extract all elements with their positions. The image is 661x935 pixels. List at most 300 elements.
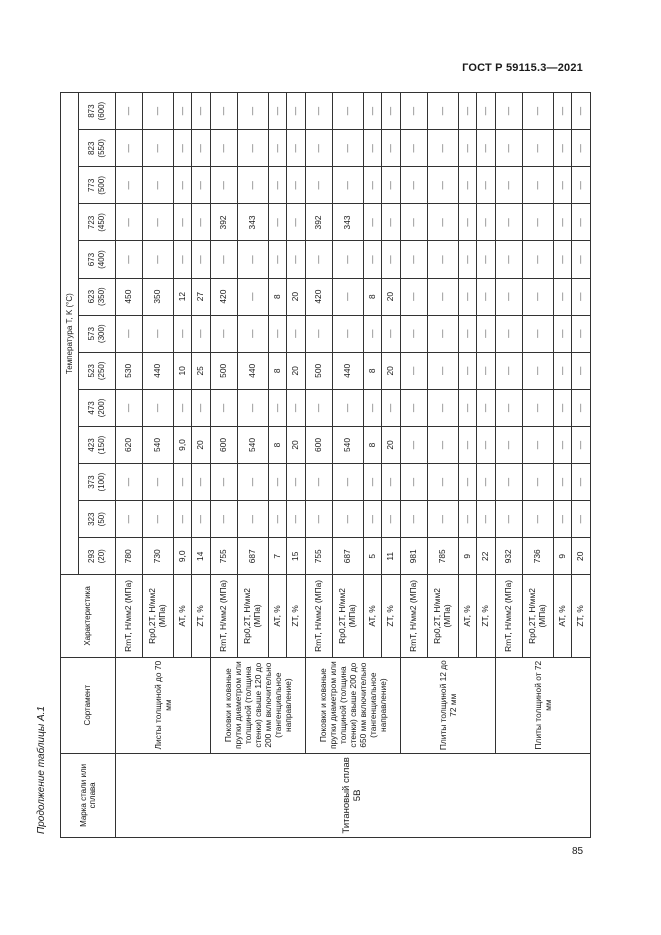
value-cell: — bbox=[268, 501, 287, 538]
value-cell: — bbox=[400, 278, 427, 315]
value-cell: — bbox=[458, 426, 477, 463]
value-cell: — bbox=[522, 315, 553, 352]
value-cell: — bbox=[458, 93, 477, 130]
characteristic-cell: RmT, Н/мм2 (МПа) bbox=[115, 575, 142, 657]
value-cell: — bbox=[477, 426, 496, 463]
value-cell: — bbox=[400, 501, 427, 538]
value-cell: — bbox=[400, 426, 427, 463]
temp-celsius: (200) bbox=[96, 398, 106, 418]
value-cell: — bbox=[142, 501, 173, 538]
value-cell: 392 bbox=[210, 204, 237, 241]
value-cell: — bbox=[572, 352, 591, 389]
value-cell: — bbox=[572, 93, 591, 130]
value-cell: — bbox=[400, 464, 427, 501]
characteristic-cell: ZT, % bbox=[477, 575, 496, 657]
value-cell: — bbox=[458, 501, 477, 538]
value-cell: 450 bbox=[115, 278, 142, 315]
value-cell: 730 bbox=[142, 538, 173, 575]
value-cell: — bbox=[382, 464, 401, 501]
temp-kelvin: 773 bbox=[87, 178, 97, 193]
value-cell: 20 bbox=[382, 352, 401, 389]
value-cell: 540 bbox=[237, 426, 268, 463]
value-cell: — bbox=[572, 130, 591, 167]
value-cell: — bbox=[142, 464, 173, 501]
characteristic-cell: RmT, Н/мм2 (МПа) bbox=[305, 575, 332, 657]
value-cell: 540 bbox=[332, 426, 363, 463]
value-cell: — bbox=[477, 464, 496, 501]
value-cell: — bbox=[495, 352, 522, 389]
value-cell: 8 bbox=[363, 352, 382, 389]
value-cell: — bbox=[477, 204, 496, 241]
value-cell: — bbox=[477, 93, 496, 130]
value-cell: — bbox=[572, 464, 591, 501]
value-cell: — bbox=[305, 241, 332, 278]
value-cell: — bbox=[477, 352, 496, 389]
value-cell: — bbox=[363, 315, 382, 352]
value-cell: — bbox=[305, 130, 332, 167]
value-cell: — bbox=[287, 167, 306, 204]
value-cell: — bbox=[237, 93, 268, 130]
value-cell: — bbox=[382, 389, 401, 426]
sortament-cell: Плиты толщиной от 72 мм bbox=[495, 657, 590, 753]
temp-celsius: (100) bbox=[96, 472, 106, 492]
table-row bbox=[305, 93, 332, 838]
value-cell: — bbox=[495, 389, 522, 426]
table-row bbox=[115, 93, 142, 838]
value-cell: — bbox=[142, 93, 173, 130]
value-cell: — bbox=[400, 204, 427, 241]
temp-celsius: (250) bbox=[96, 361, 106, 381]
value-cell: — bbox=[237, 389, 268, 426]
characteristic-cell: RmT, Н/мм2 (МПа) bbox=[495, 575, 522, 657]
temp-kelvin: 823 bbox=[87, 141, 97, 155]
value-cell: 981 bbox=[400, 538, 427, 575]
characteristic-cell: RmT, Н/мм2 (МПа) bbox=[400, 575, 427, 657]
value-cell: — bbox=[495, 93, 522, 130]
temp-kelvin: 723 bbox=[87, 215, 97, 230]
value-cell: — bbox=[237, 501, 268, 538]
characteristic-cell: Rp0,2T, Н/мм2 (МПа) bbox=[332, 575, 363, 657]
value-cell: — bbox=[382, 501, 401, 538]
value-cell: — bbox=[237, 464, 268, 501]
value-cell: — bbox=[495, 241, 522, 278]
temp-celsius: (400) bbox=[96, 250, 106, 269]
value-cell: 9 bbox=[458, 538, 477, 575]
value-cell: 8 bbox=[268, 278, 287, 315]
characteristic-cell: ZT, % bbox=[287, 575, 306, 657]
value-cell: — bbox=[400, 315, 427, 352]
value-cell: — bbox=[553, 464, 572, 501]
value-cell: — bbox=[115, 464, 142, 501]
value-cell: — bbox=[495, 464, 522, 501]
value-cell: — bbox=[363, 389, 382, 426]
temp-celsius: (550) bbox=[96, 138, 106, 158]
value-cell: — bbox=[427, 426, 458, 463]
value-cell: 22 bbox=[477, 538, 496, 575]
value-cell: 600 bbox=[210, 426, 237, 463]
value-cell: — bbox=[427, 93, 458, 130]
temp-kelvin: 293 bbox=[87, 549, 97, 563]
value-cell: 25 bbox=[192, 352, 211, 389]
sortament-cell: Поковки и кованые прутки диаметром или толщиной (толщина стенки) свыше 200 до 650 мм включительно (тангенциальное направление) bbox=[305, 657, 400, 753]
header-temp-cell bbox=[78, 352, 115, 389]
value-cell: — bbox=[458, 241, 477, 278]
sortament-cell: Листы толщиной до 70 мм bbox=[115, 657, 210, 753]
value-cell: — bbox=[173, 93, 192, 130]
value-cell: — bbox=[495, 278, 522, 315]
temp-kelvin: 473 bbox=[87, 401, 97, 415]
value-cell: — bbox=[332, 93, 363, 130]
temp-celsius: (50) bbox=[96, 512, 106, 527]
value-cell: — bbox=[305, 93, 332, 130]
value-cell: — bbox=[287, 93, 306, 130]
value-cell: 785 bbox=[427, 538, 458, 575]
value-cell: — bbox=[495, 315, 522, 352]
value-cell: — bbox=[477, 130, 496, 167]
value-cell: — bbox=[553, 130, 572, 167]
temp-kelvin: 523 bbox=[87, 364, 97, 378]
value-cell: — bbox=[553, 167, 572, 204]
value-cell: — bbox=[363, 93, 382, 130]
value-cell: — bbox=[173, 204, 192, 241]
value-cell: — bbox=[572, 389, 591, 426]
characteristic-cell: Rp0,2T, Н/мм2 (МПа) bbox=[142, 575, 173, 657]
value-cell: — bbox=[210, 167, 237, 204]
value-cell: — bbox=[427, 389, 458, 426]
value-cell: — bbox=[305, 315, 332, 352]
value-cell: — bbox=[305, 389, 332, 426]
value-cell: — bbox=[572, 241, 591, 278]
header-sortament: Сортамент bbox=[61, 657, 116, 753]
temp-kelvin: 673 bbox=[87, 252, 97, 267]
characteristic-cell: AT, % bbox=[458, 575, 477, 657]
value-cell: — bbox=[268, 315, 287, 352]
value-cell: 8 bbox=[363, 426, 382, 463]
temp-celsius: (20) bbox=[96, 549, 106, 564]
characteristic-cell: Rp0,2T, Н/мм2 (МПа) bbox=[237, 575, 268, 657]
value-cell: 8 bbox=[363, 278, 382, 315]
value-cell: — bbox=[305, 167, 332, 204]
value-cell: — bbox=[210, 464, 237, 501]
value-cell: — bbox=[382, 93, 401, 130]
value-cell: — bbox=[477, 278, 496, 315]
value-cell: — bbox=[495, 130, 522, 167]
value-cell: — bbox=[427, 241, 458, 278]
value-cell: 20 bbox=[287, 426, 306, 463]
value-cell: — bbox=[458, 352, 477, 389]
value-cell: — bbox=[268, 204, 287, 241]
temp-kelvin: 623 bbox=[87, 289, 97, 304]
value-cell: — bbox=[553, 352, 572, 389]
value-cell: — bbox=[173, 315, 192, 352]
value-cell: — bbox=[427, 464, 458, 501]
temp-kelvin: 423 bbox=[87, 438, 97, 452]
value-cell: 620 bbox=[115, 426, 142, 463]
value-cell: — bbox=[287, 464, 306, 501]
value-cell: — bbox=[572, 278, 591, 315]
characteristic-cell: AT, % bbox=[173, 575, 192, 657]
temp-celsius: (450) bbox=[96, 213, 106, 232]
value-cell: — bbox=[268, 130, 287, 167]
value-cell: 440 bbox=[237, 352, 268, 389]
value-cell: — bbox=[522, 130, 553, 167]
value-cell: — bbox=[427, 204, 458, 241]
temp-kelvin: 323 bbox=[87, 512, 97, 526]
value-cell: — bbox=[363, 464, 382, 501]
value-cell: — bbox=[142, 130, 173, 167]
sortament-cell: Плиты толщиной 12 до 72 мм bbox=[400, 657, 495, 753]
value-cell: — bbox=[287, 389, 306, 426]
value-cell: — bbox=[268, 464, 287, 501]
value-cell: — bbox=[572, 315, 591, 352]
value-cell: — bbox=[553, 315, 572, 352]
value-cell: 11 bbox=[382, 538, 401, 575]
value-cell: — bbox=[400, 130, 427, 167]
value-cell: — bbox=[427, 501, 458, 538]
value-cell: — bbox=[332, 278, 363, 315]
value-cell: — bbox=[553, 389, 572, 426]
value-cell: — bbox=[173, 501, 192, 538]
value-cell: — bbox=[332, 130, 363, 167]
header-temp-cell bbox=[78, 167, 115, 204]
value-cell: — bbox=[522, 241, 553, 278]
value-cell: — bbox=[400, 352, 427, 389]
value-cell: 440 bbox=[332, 352, 363, 389]
value-cell: — bbox=[173, 464, 192, 501]
value-cell: — bbox=[477, 241, 496, 278]
characteristic-cell: RmT, Н/мм2 (МПа) bbox=[210, 575, 237, 657]
value-cell: — bbox=[522, 426, 553, 463]
value-cell: — bbox=[142, 389, 173, 426]
value-cell: — bbox=[192, 93, 211, 130]
value-cell: — bbox=[495, 426, 522, 463]
value-cell: 8 bbox=[268, 352, 287, 389]
temp-kelvin: 873 bbox=[87, 104, 97, 118]
value-cell: — bbox=[522, 204, 553, 241]
value-cell: — bbox=[173, 130, 192, 167]
table-row bbox=[210, 93, 237, 838]
table-row bbox=[400, 93, 427, 838]
value-cell: — bbox=[210, 241, 237, 278]
value-cell: — bbox=[522, 278, 553, 315]
value-cell: — bbox=[495, 204, 522, 241]
value-cell: — bbox=[458, 389, 477, 426]
temp-celsius: (500) bbox=[96, 176, 106, 195]
header-temp-cell bbox=[78, 93, 115, 130]
value-cell: 12 bbox=[173, 278, 192, 315]
value-cell: — bbox=[477, 167, 496, 204]
value-cell: — bbox=[210, 389, 237, 426]
value-cell: — bbox=[427, 315, 458, 352]
page-number: 85 bbox=[572, 846, 584, 857]
value-cell: — bbox=[192, 389, 211, 426]
properties-table bbox=[60, 92, 591, 838]
header-temp-cell bbox=[78, 204, 115, 241]
value-cell: — bbox=[305, 501, 332, 538]
value-cell: — bbox=[142, 315, 173, 352]
value-cell: — bbox=[237, 167, 268, 204]
temp-kelvin: 573 bbox=[87, 327, 97, 341]
value-cell: — bbox=[400, 93, 427, 130]
value-cell: — bbox=[553, 204, 572, 241]
value-cell: — bbox=[495, 167, 522, 204]
value-cell: — bbox=[268, 93, 287, 130]
value-cell: 420 bbox=[210, 278, 237, 315]
value-cell: — bbox=[332, 501, 363, 538]
value-cell: 343 bbox=[237, 204, 268, 241]
value-cell: — bbox=[382, 130, 401, 167]
characteristic-cell: AT, % bbox=[268, 575, 287, 657]
value-cell: 14 bbox=[192, 538, 211, 575]
sortament-cell: Поковки и кованые прутки диаметром или толщиной (толщина стенки) свыше 120 до 200 мм включительно (тангенциальное направление) bbox=[210, 657, 305, 753]
value-cell: 932 bbox=[495, 538, 522, 575]
header-characteristic: Характеристика bbox=[61, 575, 116, 657]
header-temp-cell bbox=[78, 241, 115, 278]
value-cell: 687 bbox=[332, 538, 363, 575]
value-cell: — bbox=[210, 93, 237, 130]
value-cell: — bbox=[332, 464, 363, 501]
value-cell: — bbox=[400, 167, 427, 204]
value-cell: 755 bbox=[210, 538, 237, 575]
value-cell: 5 bbox=[363, 538, 382, 575]
value-cell: — bbox=[115, 501, 142, 538]
value-cell: — bbox=[192, 204, 211, 241]
value-cell: 500 bbox=[210, 352, 237, 389]
value-cell: — bbox=[363, 167, 382, 204]
header-temp-cell bbox=[78, 464, 115, 501]
value-cell: — bbox=[115, 315, 142, 352]
value-cell: 736 bbox=[522, 538, 553, 575]
value-cell: — bbox=[363, 204, 382, 241]
value-cell: — bbox=[115, 93, 142, 130]
value-cell: — bbox=[363, 241, 382, 278]
header-temp-cell bbox=[78, 278, 115, 315]
value-cell: — bbox=[477, 501, 496, 538]
header-temp-cell bbox=[78, 315, 115, 352]
value-cell: — bbox=[553, 501, 572, 538]
value-cell: — bbox=[458, 130, 477, 167]
value-cell: — bbox=[192, 130, 211, 167]
value-cell: 540 bbox=[142, 426, 173, 463]
value-cell: — bbox=[192, 167, 211, 204]
value-cell: — bbox=[522, 389, 553, 426]
value-cell: 15 bbox=[287, 538, 306, 575]
value-cell: — bbox=[210, 501, 237, 538]
value-cell: — bbox=[572, 501, 591, 538]
characteristic-cell: ZT, % bbox=[192, 575, 211, 657]
value-cell: 392 bbox=[305, 204, 332, 241]
header-row bbox=[61, 93, 79, 838]
value-cell: — bbox=[495, 501, 522, 538]
value-cell: — bbox=[115, 167, 142, 204]
value-cell: — bbox=[237, 315, 268, 352]
value-cell: — bbox=[173, 241, 192, 278]
value-cell: 500 bbox=[305, 352, 332, 389]
characteristic-cell: Rp0,2T, Н/мм2 (МПа) bbox=[427, 575, 458, 657]
temp-celsius: (300) bbox=[96, 324, 106, 344]
value-cell: 20 bbox=[382, 278, 401, 315]
characteristic-cell: AT, % bbox=[363, 575, 382, 657]
value-cell: — bbox=[427, 278, 458, 315]
header-temp-cell bbox=[78, 538, 115, 575]
value-cell: — bbox=[268, 167, 287, 204]
value-cell: — bbox=[458, 278, 477, 315]
value-cell: — bbox=[237, 241, 268, 278]
value-cell: — bbox=[553, 426, 572, 463]
value-cell: — bbox=[332, 315, 363, 352]
value-cell: — bbox=[522, 464, 553, 501]
value-cell: — bbox=[363, 130, 382, 167]
value-cell: — bbox=[572, 204, 591, 241]
header-temp-cell bbox=[78, 389, 115, 426]
value-cell: — bbox=[173, 389, 192, 426]
value-cell: — bbox=[115, 204, 142, 241]
value-cell: 20 bbox=[572, 538, 591, 575]
value-cell: — bbox=[287, 130, 306, 167]
value-cell: 7 bbox=[268, 538, 287, 575]
value-cell: — bbox=[522, 93, 553, 130]
value-cell: — bbox=[332, 241, 363, 278]
value-cell: — bbox=[192, 501, 211, 538]
value-cell: 600 bbox=[305, 426, 332, 463]
value-cell: — bbox=[553, 93, 572, 130]
value-cell: — bbox=[458, 167, 477, 204]
value-cell: 9,0 bbox=[173, 426, 192, 463]
value-cell: — bbox=[332, 389, 363, 426]
header-mark: Марка стали или сплава bbox=[61, 753, 116, 837]
header-temperature: Температура T, K (°C) bbox=[61, 93, 79, 575]
properties-table-rotated bbox=[60, 92, 591, 838]
value-cell: — bbox=[400, 241, 427, 278]
value-cell: — bbox=[287, 241, 306, 278]
value-cell: — bbox=[115, 389, 142, 426]
value-cell: 780 bbox=[115, 538, 142, 575]
value-cell: — bbox=[477, 315, 496, 352]
mark-cell: Титановый сплав 5В bbox=[115, 753, 590, 837]
value-cell: 755 bbox=[305, 538, 332, 575]
value-cell: — bbox=[572, 167, 591, 204]
characteristic-cell: AT, % bbox=[553, 575, 572, 657]
value-cell: — bbox=[142, 241, 173, 278]
value-cell: — bbox=[382, 167, 401, 204]
value-cell: — bbox=[522, 352, 553, 389]
value-cell: 10 bbox=[173, 352, 192, 389]
value-cell: — bbox=[287, 501, 306, 538]
value-cell: — bbox=[237, 130, 268, 167]
value-cell: 9 bbox=[553, 538, 572, 575]
value-cell: 440 bbox=[142, 352, 173, 389]
value-cell: 8 bbox=[268, 426, 287, 463]
temp-kelvin: 373 bbox=[87, 475, 97, 489]
header-temp-cell bbox=[78, 426, 115, 463]
value-cell: — bbox=[142, 167, 173, 204]
value-cell: — bbox=[553, 241, 572, 278]
value-cell: — bbox=[458, 315, 477, 352]
value-cell: — bbox=[142, 204, 173, 241]
characteristic-cell: Rp0,2T, Н/мм2 (МПа) bbox=[522, 575, 553, 657]
value-cell: — bbox=[210, 130, 237, 167]
value-cell: — bbox=[382, 315, 401, 352]
characteristic-cell: ZT, % bbox=[572, 575, 591, 657]
temp-celsius: (350) bbox=[96, 287, 106, 306]
value-cell: — bbox=[572, 426, 591, 463]
value-cell: 687 bbox=[237, 538, 268, 575]
table-row bbox=[495, 93, 522, 838]
value-cell: — bbox=[522, 501, 553, 538]
value-cell: — bbox=[237, 278, 268, 315]
temp-celsius: (150) bbox=[96, 435, 106, 455]
value-cell: 343 bbox=[332, 204, 363, 241]
